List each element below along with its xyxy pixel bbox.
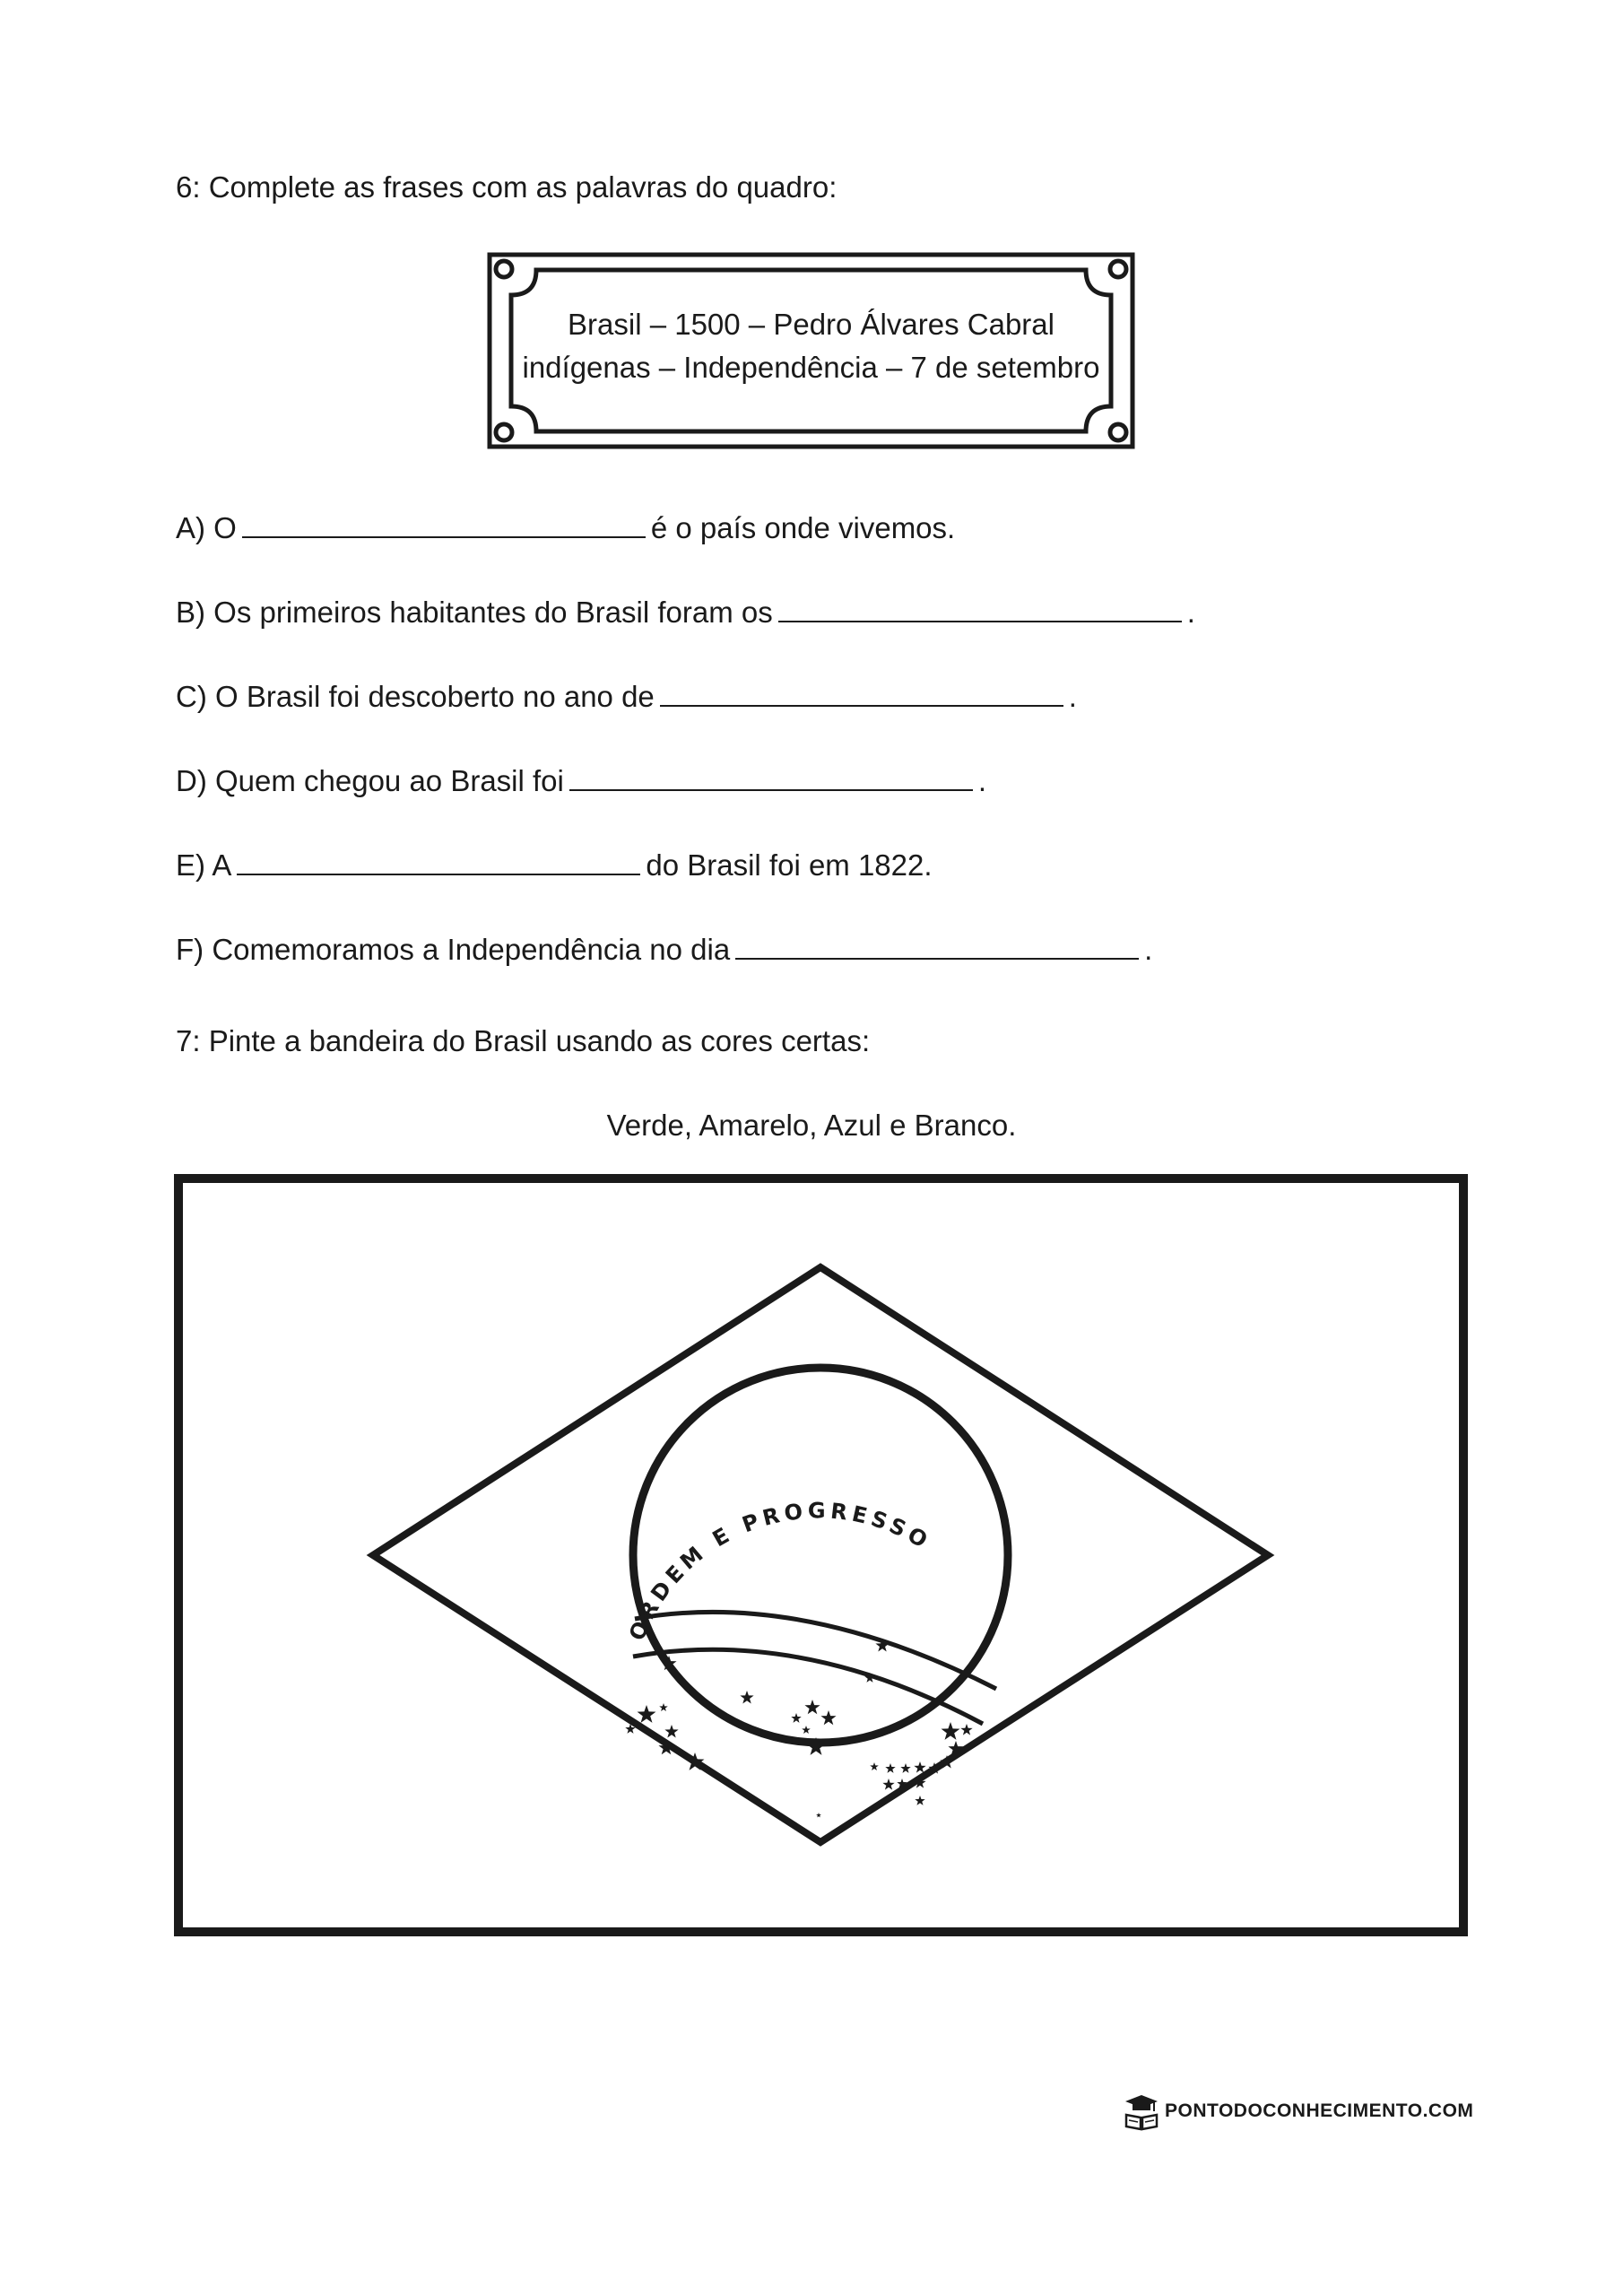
- flag-motto: ORDEM E PROGRESSO: [624, 1498, 936, 1645]
- blank-f[interactable]: [735, 933, 1139, 960]
- blank-e[interactable]: [237, 848, 640, 875]
- sentence-b-end: .: [1186, 596, 1195, 629]
- sentence-c: [176, 680, 1077, 714]
- graduation-book-icon: [1124, 2093, 1159, 2131]
- sentence-a: [176, 511, 955, 545]
- sentence-c-start: C) O Brasil foi descoberto no ano de: [176, 680, 655, 713]
- question-7-title: 7: Pinte a bandeira do Brasil usando as cores certas:: [176, 1024, 871, 1057]
- sentence-c-end: .: [1068, 680, 1077, 713]
- sentence-a-end: é o país onde vivemos.: [650, 511, 956, 544]
- blank-a[interactable]: [242, 511, 646, 538]
- sentence-b-start: B) Os primeiros habitantes do Brasil foram os: [176, 596, 773, 629]
- word-box-line-2: indígenas – Independência – 7 de setembro: [522, 351, 1100, 384]
- sentence-b: [176, 596, 1195, 630]
- blank-b[interactable]: [778, 596, 1182, 622]
- brazil-flag-outline[interactable]: [174, 1174, 1468, 1936]
- word-box-line-1: Brasil – 1500 – Pedro Álvares Cabral: [568, 308, 1055, 341]
- sentence-e: [176, 848, 933, 883]
- colors-instruction: Verde, Amarelo, Azul e Branco.: [606, 1109, 1017, 1142]
- site-logo: [1124, 2093, 1474, 2131]
- sentence-e-end: do Brasil foi em 1822.: [646, 848, 933, 882]
- site-name: PONTODOCONHECIMENTO.COM: [1165, 2100, 1474, 2121]
- sentence-d-end: .: [977, 764, 987, 797]
- sentence-a-start: A) O: [176, 511, 237, 544]
- sentence-f-end: .: [1144, 933, 1153, 966]
- sentence-d-start: D) Quem chegou ao Brasil foi: [176, 764, 564, 797]
- sentence-e-start: E) A: [176, 848, 232, 882]
- question-6-title: 6: Complete as frases com as palavras do quadro:: [176, 170, 838, 204]
- word-box: [487, 252, 1135, 449]
- blank-d[interactable]: [569, 764, 973, 791]
- blank-c[interactable]: [660, 680, 1063, 707]
- sentence-f: [176, 933, 1152, 967]
- sentence-d: [176, 764, 986, 798]
- sentence-f-start: F) Comemoramos a Independência no dia: [176, 933, 731, 966]
